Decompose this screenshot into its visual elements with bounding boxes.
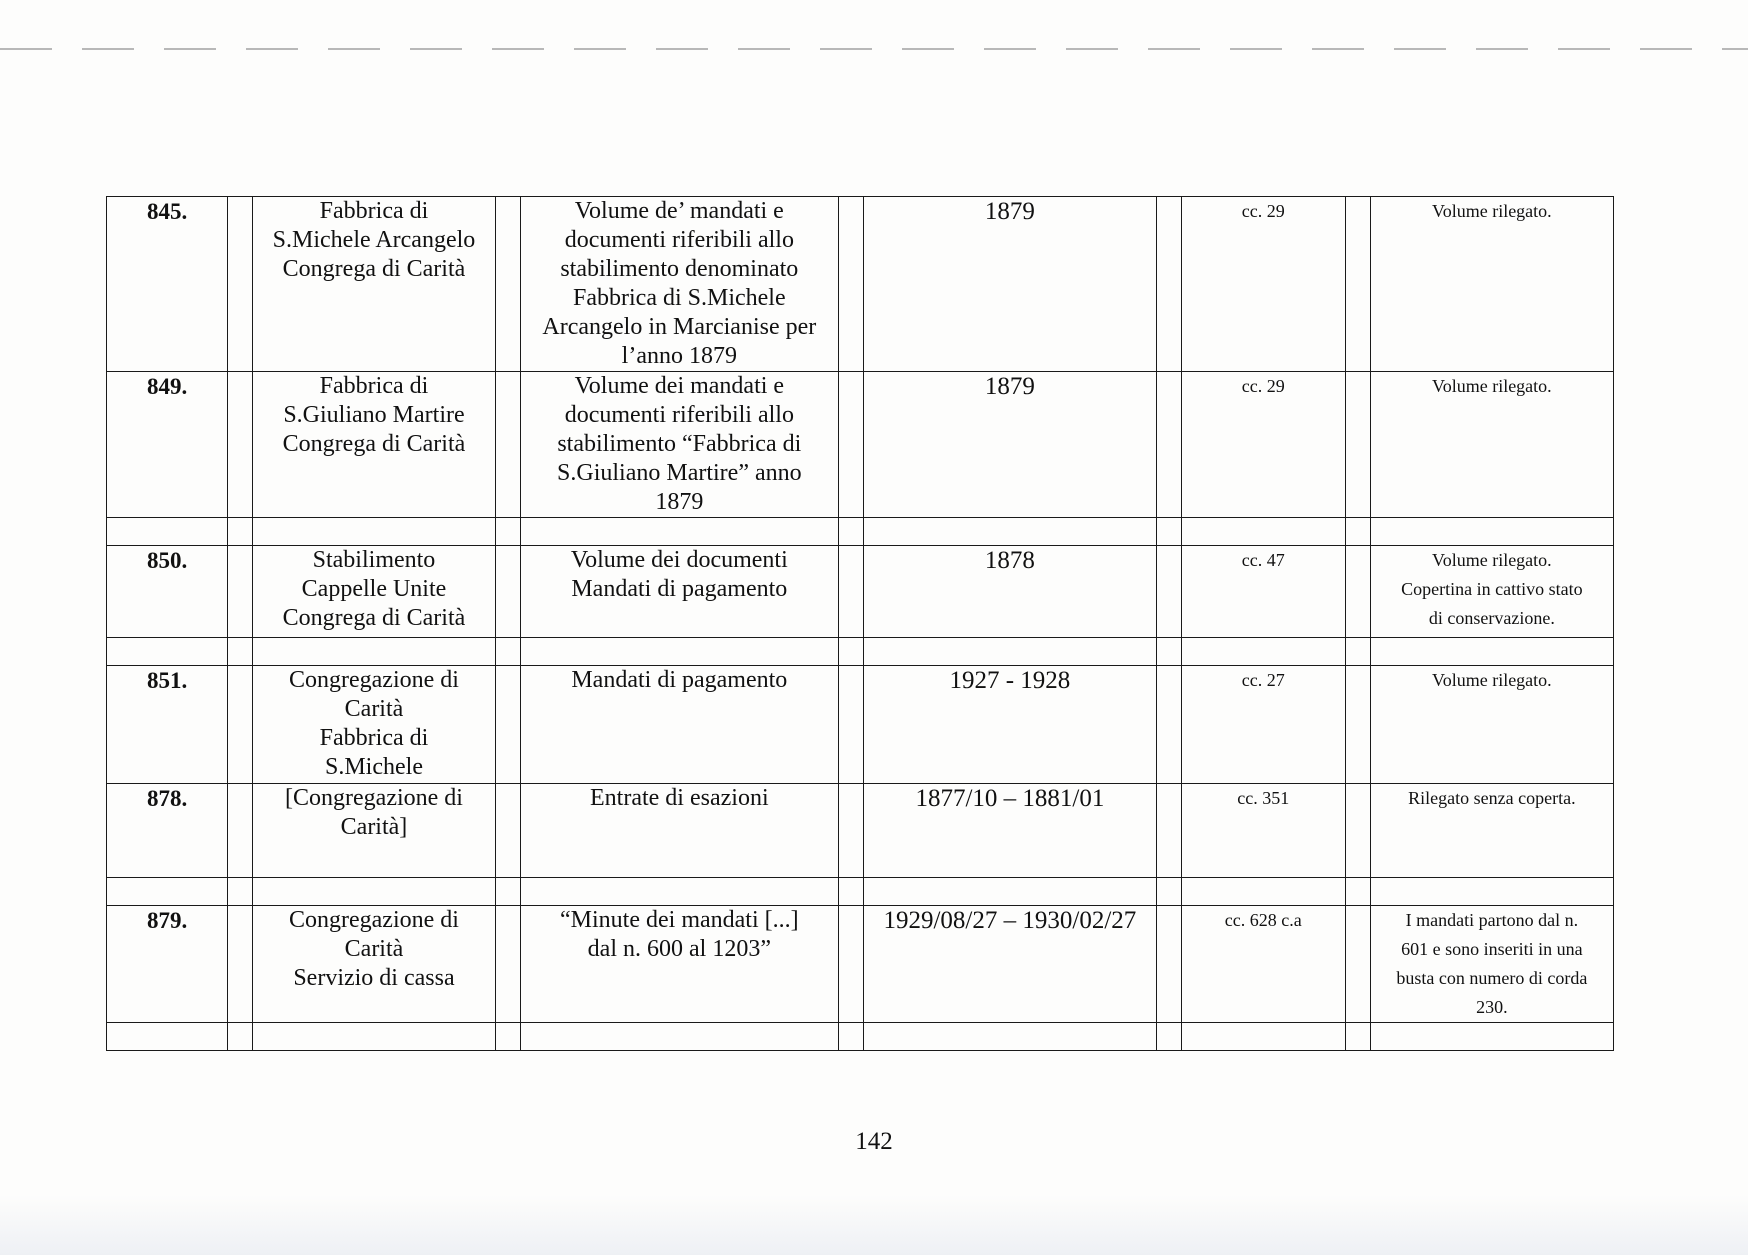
notes-cell: Volume rilegato.: [1370, 372, 1613, 518]
table-row: [107, 372, 1614, 518]
gutter-cell: [495, 906, 520, 1023]
sheet-count-cell: cc. 628 c.a: [1181, 906, 1345, 1023]
notes-cell: Rilegato senza coperta.: [1370, 784, 1613, 878]
table-row: [107, 197, 1614, 372]
gutter-cell: [495, 546, 520, 638]
sheet-count-cell: cc. 47: [1181, 546, 1345, 638]
gutter-cell: [1156, 784, 1181, 878]
gutter-cell: [228, 666, 253, 784]
date-cell: 1879: [864, 197, 1157, 372]
spacer-row: [107, 1023, 1614, 1051]
gutter-cell: [495, 197, 520, 372]
gutter-cell: [838, 906, 863, 1023]
date-cell: 1929/08/27 – 1930/02/27: [864, 906, 1157, 1023]
gutter-cell: [228, 906, 253, 1023]
page-number: 142: [855, 1128, 893, 1155]
scan-bottom-shadow: [0, 1195, 1748, 1255]
sheet-count-cell: cc. 29: [1181, 372, 1345, 518]
notes-cell: I mandati partono dal n. 601 e sono inseriti in una busta con numero di corda 230.: [1370, 906, 1613, 1023]
description-cell: Volume de’ mandati e documenti riferibili allo stabilimento denominato Fabbrica di S.Michele Arcangelo in Marcianise per l’anno 1879: [520, 197, 838, 372]
table-row: [107, 666, 1614, 784]
spacer-row: [107, 878, 1614, 906]
record-number: 878.: [107, 784, 228, 878]
gutter-cell: [838, 784, 863, 878]
gutter-cell: [1345, 197, 1370, 372]
table-row: [107, 784, 1614, 878]
archive-inventory-table: [106, 196, 1614, 1051]
description-cell: “Minute dei mandati [...] dal n. 600 al 1203”: [520, 906, 838, 1023]
sheet-count-cell: cc. 29: [1181, 197, 1345, 372]
institution-cell: [Congregazione di Carità]: [253, 784, 495, 878]
sheet-count-cell: cc. 351: [1181, 784, 1345, 878]
gutter-cell: [228, 197, 253, 372]
gutter-cell: [228, 546, 253, 638]
institution-cell: Congregazione di Carità Fabbrica di S.Michele: [253, 666, 495, 784]
table-row: [107, 546, 1614, 638]
gutter-cell: [495, 666, 520, 784]
institution-cell: Stabilimento Cappelle Unite Congrega di Carità: [253, 546, 495, 638]
gutter-cell: [1345, 546, 1370, 638]
gutter-cell: [495, 372, 520, 518]
gutter-cell: [228, 372, 253, 518]
gutter-cell: [1156, 666, 1181, 784]
notes-cell: Volume rilegato. Copertina in cattivo stato di conservazione.: [1370, 546, 1613, 638]
record-number: 849.: [107, 372, 228, 518]
record-number: 879.: [107, 906, 228, 1023]
gutter-cell: [838, 197, 863, 372]
spacer-row: [107, 638, 1614, 666]
gutter-cell: [1156, 546, 1181, 638]
gutter-cell: [838, 546, 863, 638]
gutter-cell: [838, 372, 863, 518]
gutter-cell: [1345, 906, 1370, 1023]
gutter-cell: [1345, 666, 1370, 784]
date-cell: 1877/10 – 1881/01: [864, 784, 1157, 878]
notes-cell: Volume rilegato.: [1370, 666, 1613, 784]
institution-cell: Fabbrica di S.Giuliano Martire Congrega di Carità: [253, 372, 495, 518]
gutter-cell: [1156, 197, 1181, 372]
gutter-cell: [838, 666, 863, 784]
notes-cell: Volume rilegato.: [1370, 197, 1613, 372]
record-number: 845.: [107, 197, 228, 372]
date-cell: 1927 - 1928: [864, 666, 1157, 784]
gutter-cell: [1156, 372, 1181, 518]
gutter-cell: [1345, 784, 1370, 878]
scan-top-dashed-line: [0, 48, 1748, 50]
sheet-count-cell: cc. 27: [1181, 666, 1345, 784]
description-cell: Entrate di esazioni: [520, 784, 838, 878]
gutter-cell: [228, 784, 253, 878]
gutter-cell: [1345, 372, 1370, 518]
institution-cell: Fabbrica di S.Michele Arcangelo Congrega di Carità: [253, 197, 495, 372]
description-cell: Mandati di pagamento: [520, 666, 838, 784]
date-cell: 1878: [864, 546, 1157, 638]
table-row: [107, 906, 1614, 1023]
institution-cell: Congregazione di Carità Servizio di cassa: [253, 906, 495, 1023]
date-cell: 1879: [864, 372, 1157, 518]
gutter-cell: [495, 784, 520, 878]
description-cell: Volume dei mandati e documenti riferibili allo stabilimento “Fabbrica di S.Giuliano Martire” anno 1879: [520, 372, 838, 518]
spacer-row: [107, 518, 1614, 546]
gutter-cell: [1156, 906, 1181, 1023]
description-cell: Volume dei documenti Mandati di pagamento: [520, 546, 838, 638]
record-number: 851.: [107, 666, 228, 784]
record-number: 850.: [107, 546, 228, 638]
